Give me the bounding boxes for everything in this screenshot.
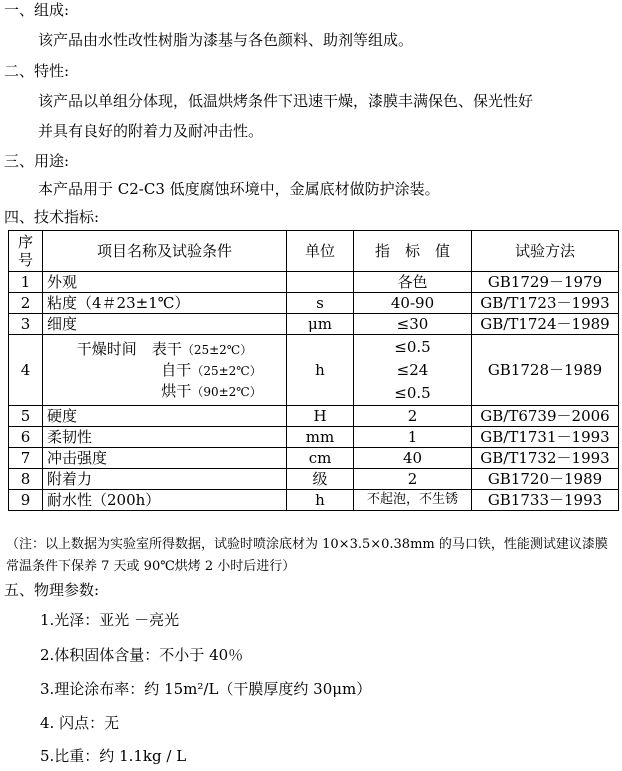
row-unit: h: [287, 335, 354, 406]
section-spec-title: 四、技术指标:: [4, 208, 100, 226]
row-item: 硬度: [43, 406, 287, 427]
drying-value: ≤0.5: [394, 337, 431, 356]
row-unit: μm: [287, 314, 354, 335]
table-row: [9, 427, 619, 448]
physical-item: 4. 闪点：无: [40, 714, 120, 732]
row-unit: [287, 272, 354, 293]
header-value: 指 标 值: [354, 231, 472, 272]
row-method: GB/T6739－2006: [472, 406, 619, 427]
row-no: 6: [9, 427, 43, 448]
table-row: [9, 314, 619, 335]
row-value: 不起泡，不生锈: [354, 490, 472, 511]
row-item: 粘度（4＃23±1℃）: [43, 293, 287, 314]
row-method: GB1720－1989: [472, 469, 619, 490]
header-method: 试验方法: [472, 231, 619, 272]
row-value: 40-90: [354, 293, 472, 314]
header-item: 项目名称及试验条件: [43, 231, 287, 272]
drying-value: ≤0.5: [394, 383, 431, 402]
table-note: （注：以上数据为实验室所得数据，试验时喷涂底材为 10×3.5×0.38mm 的马口铁，性能测试建议漆膜常温条件下保养 7 天或 90℃烘烤 2 小时后进行）: [6, 537, 608, 574]
section-features-text-1: 该产品以单组分体现，低温烘烤条件下迅速干燥，漆膜丰满保色、保光性好: [38, 92, 534, 110]
row-value: 2: [354, 469, 472, 490]
section-physical-title: 五、物理参数:: [4, 581, 100, 599]
physical-item: 1.光泽：亚光 －亮光: [40, 611, 180, 629]
drying-value: ≤24: [396, 360, 429, 379]
table-row: [9, 272, 619, 293]
physical-item: 5.比重：约 1.1kg / L: [40, 747, 187, 765]
row-method: GB1729－1979: [472, 272, 619, 293]
row-method: GB/T1731－1993: [472, 427, 619, 448]
table-row: [9, 293, 619, 314]
row-unit: mm: [287, 427, 354, 448]
row-method: GB/T1723－1993: [472, 293, 619, 314]
row-no: 8: [9, 469, 43, 490]
header-no: 序号: [9, 231, 43, 272]
spec-table: [8, 230, 619, 511]
drying-line-cond: （25±2℃）: [181, 342, 253, 357]
drying-label: 干燥时间: [76, 339, 137, 358]
section-features-title: 二、特性:: [4, 62, 70, 80]
row-item: 附着力: [43, 469, 287, 490]
row-unit: cm: [287, 448, 354, 469]
drying-values: [354, 335, 472, 406]
drying-line-2: [47, 360, 282, 381]
row-method: GB1733－1993: [472, 490, 619, 511]
drying-line-1: [47, 339, 282, 360]
row-unit: h: [287, 490, 354, 511]
section-usage-title: 三、用途:: [4, 152, 70, 170]
row-no: 4: [9, 335, 43, 406]
row-method: GB1728－1989: [472, 335, 619, 406]
row-value: 2: [354, 406, 472, 427]
drying-line-3: [47, 381, 282, 402]
row-value: 1: [354, 427, 472, 448]
row-item: 冲击强度: [43, 448, 287, 469]
row-value: 40: [354, 448, 472, 469]
table-row: [9, 448, 619, 469]
row-item: 柔韧性: [43, 427, 287, 448]
section-composition-title: 一、组成:: [4, 1, 70, 19]
row-value: 各色: [354, 272, 472, 293]
row-method: GB/T1724－1989: [472, 314, 619, 335]
row-value: ≤30: [354, 314, 472, 335]
drying-line-cond: （25±2℃）: [191, 363, 262, 378]
header-unit: 单位: [287, 231, 354, 272]
row-unit: 级: [287, 469, 354, 490]
row-item: 耐水性（200h）: [43, 490, 287, 511]
drying-line-name: 烘干: [161, 381, 192, 400]
row-unit: H: [287, 406, 354, 427]
section-features-text-2: 并具有良好的附着力及耐冲击性。: [38, 122, 264, 140]
table-row: [9, 406, 619, 427]
row-no: 1: [9, 272, 43, 293]
row-method: GB/T1732－1993: [472, 448, 619, 469]
table-row: [9, 469, 619, 490]
row-item: 外观: [43, 272, 287, 293]
section-usage-text: 本产品用于 C2-C3 低度腐蚀环境中，金属底材做防护涂装。: [38, 180, 440, 198]
row-item: 细度: [43, 314, 287, 335]
drying-item: [43, 335, 287, 406]
physical-item: 3.理论涂布率：约 15m²/L（干膜厚度约 30μm）: [40, 680, 372, 698]
drying-line-name: 自干: [161, 360, 192, 379]
drying-line-cond: （90±2℃）: [191, 384, 262, 399]
row-unit: s: [287, 293, 354, 314]
row-no: 2: [9, 293, 43, 314]
row-no: 3: [9, 314, 43, 335]
table-row: [9, 490, 619, 511]
drying-line-name: 表干: [151, 339, 182, 358]
row-no: 5: [9, 406, 43, 427]
row-no: 9: [9, 490, 43, 511]
physical-item: 2.体积固体含量：不小于 40％: [40, 646, 244, 664]
row-no: 7: [9, 448, 43, 469]
table-row-drying: [9, 335, 619, 406]
table-header-row: [9, 231, 619, 272]
section-composition-text: 该产品由水性改性树脂为漆基与各色颜料、助剂等组成。: [38, 31, 414, 49]
